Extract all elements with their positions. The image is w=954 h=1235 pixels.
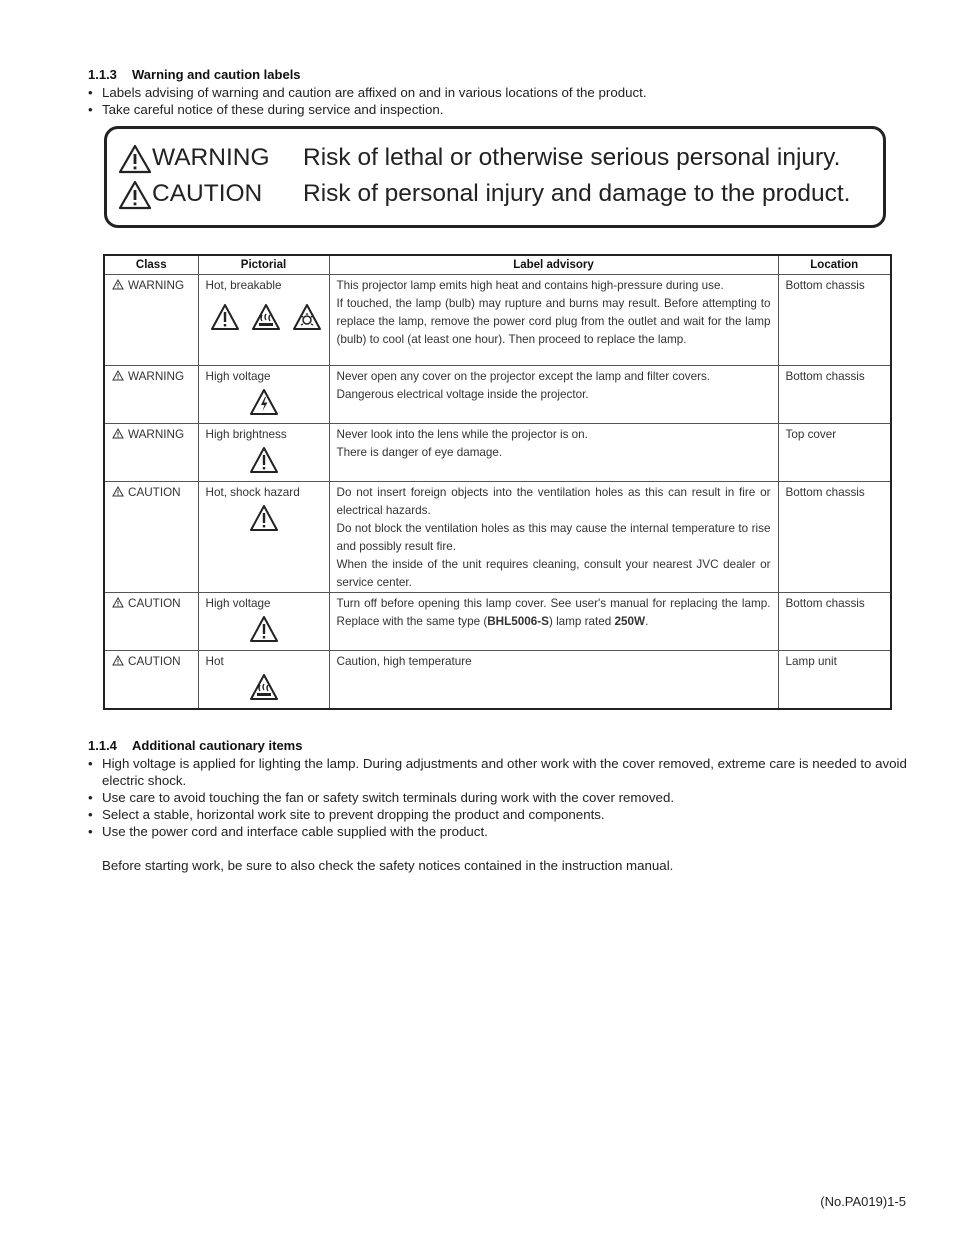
advisory-cell bbox=[329, 275, 778, 366]
class-cell bbox=[104, 651, 198, 709]
pictorial-label: Hot, shock hazard bbox=[205, 486, 300, 499]
pictorial-label: High brightness bbox=[205, 428, 287, 441]
pictorial-cell bbox=[198, 593, 329, 651]
advisory-text: Never look into the lens while the projector is on. bbox=[336, 428, 588, 441]
hot-surface-triangle-icon bbox=[249, 673, 279, 701]
warning-triangle-icon bbox=[118, 144, 152, 174]
pictogram-group bbox=[206, 673, 322, 707]
banner-warning-word: WARNING bbox=[152, 144, 270, 171]
pictorial-label: Hot bbox=[205, 655, 224, 668]
pictogram-group bbox=[206, 446, 322, 480]
table-row bbox=[104, 482, 891, 593]
table-row bbox=[104, 651, 891, 709]
exclamation-triangle-icon bbox=[210, 303, 240, 331]
advisory-text: When the inside of the unit requires cleaning, consult your nearest JVC dealer or service center. bbox=[336, 558, 771, 589]
class-label: WARNING bbox=[128, 370, 185, 383]
advisory-cell bbox=[329, 482, 778, 593]
table-row bbox=[104, 593, 891, 651]
section-heading-1-1-3 bbox=[88, 67, 301, 82]
banner-caution-description: Risk of personal injury and damage to the product. bbox=[303, 180, 851, 207]
table-row bbox=[104, 366, 891, 424]
hazard-legend-banner bbox=[104, 126, 886, 228]
class-label: WARNING bbox=[128, 428, 185, 441]
pictorial-cell bbox=[198, 275, 329, 366]
table-row bbox=[104, 424, 891, 482]
header-location: Location bbox=[778, 255, 891, 275]
list-item: • Labels advising of warning and caution are affixed on and in various locations of the product. bbox=[88, 84, 908, 101]
pictorial-cell bbox=[198, 651, 329, 709]
banner-warning-row bbox=[115, 141, 875, 177]
location-cell: Lamp unit bbox=[778, 651, 891, 709]
pictorial-label: High voltage bbox=[205, 370, 271, 383]
location-cell: Top cover bbox=[778, 424, 891, 482]
advisory-text: Never open any cover on the projector except the lamp and filter covers. bbox=[336, 370, 711, 383]
banner-caution-word: CAUTION bbox=[152, 180, 263, 207]
advisory-cell bbox=[329, 366, 778, 424]
advisory-text: Do not insert foreign objects into the ventilation holes as this can result in fire or electrical hazards. bbox=[336, 486, 771, 517]
advisory-text: This projector lamp emits high heat and contains high-pressure during use. bbox=[336, 279, 724, 292]
header-class: Class bbox=[104, 255, 198, 275]
location-cell: Bottom chassis bbox=[778, 482, 891, 593]
safety-note: Before starting work, be sure to also check the safety notices contained in the instruction manual. bbox=[102, 858, 674, 873]
advisory-text: If touched, the lamp (bulb) may rupture and burns may result. Before attempting to replace the lamp, remove the power cord plug from the outlet and wait for the lamp (bulb) to cool (at least one hour). Then proceed to replace the lamp. bbox=[336, 297, 771, 346]
lamp-type-code: BHL5006-S bbox=[487, 615, 549, 628]
section-number: 1.1.4 bbox=[88, 738, 117, 753]
exclamation-triangle-icon bbox=[249, 615, 279, 643]
pictogram-group bbox=[206, 388, 322, 422]
section-title: Additional cautionary items bbox=[132, 738, 303, 753]
bullet-list-1-1-3 bbox=[88, 84, 908, 118]
list-item: • Select a stable, horizontal work site to prevent dropping the product and components. bbox=[88, 806, 908, 823]
warning-triangle-icon bbox=[112, 486, 124, 497]
pictogram-group bbox=[206, 615, 322, 649]
pictogram-group bbox=[206, 504, 322, 538]
advisory-cell bbox=[329, 651, 778, 709]
banner-caution-row bbox=[115, 177, 875, 213]
list-item: • Take careful notice of these during service and inspection. bbox=[88, 101, 908, 118]
exclamation-triangle-icon bbox=[249, 504, 279, 532]
advisory-text: Dangerous electrical voltage inside the projector. bbox=[336, 388, 589, 401]
table-row bbox=[104, 275, 891, 366]
high-voltage-triangle-icon bbox=[249, 388, 279, 416]
lamp-wattage: 250W bbox=[614, 615, 646, 628]
pictorial-label: Hot, breakable bbox=[205, 279, 282, 292]
advisory-text: Caution, high temperature bbox=[336, 655, 472, 668]
warning-triangle-icon bbox=[112, 370, 124, 381]
section-title: Warning and caution labels bbox=[132, 67, 301, 82]
list-item: • Use the power cord and interface cable supplied with the product. bbox=[88, 823, 908, 840]
advisory-text: Turn off before opening this lamp cover. See user's manual for replacing the lamp. Replace with the same type (BHL5006-S) lamp rated 250W. bbox=[336, 597, 771, 628]
exclamation-triangle-icon bbox=[249, 446, 279, 474]
table-header-row bbox=[104, 255, 891, 275]
advisory-cell bbox=[329, 593, 778, 651]
class-cell bbox=[104, 593, 198, 651]
hot-surface-triangle-icon bbox=[251, 303, 281, 331]
advisory-cell bbox=[329, 424, 778, 482]
advisory-text: Do not block the ventilation holes as this may cause the internal temperature to rise and possibly result fire. bbox=[336, 522, 771, 553]
section-heading-1-1-4 bbox=[88, 738, 302, 753]
header-label-advisory: Label advisory bbox=[329, 255, 778, 275]
pictogram-group bbox=[206, 303, 322, 337]
class-label: CAUTION bbox=[128, 655, 181, 668]
location-cell: Bottom chassis bbox=[778, 593, 891, 651]
warning-triangle-icon bbox=[118, 180, 152, 210]
class-label: WARNING bbox=[128, 279, 185, 292]
section-number: 1.1.3 bbox=[88, 67, 117, 82]
pictorial-cell bbox=[198, 424, 329, 482]
breakage-triangle-icon bbox=[292, 303, 322, 331]
advisory-text: There is danger of eye damage. bbox=[336, 446, 503, 459]
class-cell bbox=[104, 366, 198, 424]
warning-triangle-icon bbox=[112, 597, 124, 608]
location-cell: Bottom chassis bbox=[778, 275, 891, 366]
class-label: CAUTION bbox=[128, 486, 181, 499]
banner-warning-description: Risk of lethal or otherwise serious personal injury. bbox=[303, 144, 841, 171]
pictorial-cell bbox=[198, 482, 329, 593]
page-footer: (No.PA019)1-5 bbox=[820, 1194, 906, 1209]
list-item: • Use care to avoid touching the fan or safety switch terminals during work with the cover removed. bbox=[88, 789, 908, 806]
warning-triangle-icon bbox=[112, 279, 124, 290]
class-label: CAUTION bbox=[128, 597, 181, 610]
class-cell bbox=[104, 424, 198, 482]
pictorial-cell bbox=[198, 366, 329, 424]
location-cell: Bottom chassis bbox=[778, 366, 891, 424]
warning-triangle-icon bbox=[112, 655, 124, 666]
warning-triangle-icon bbox=[112, 428, 124, 439]
bullet-list-1-1-4 bbox=[88, 755, 908, 840]
class-cell bbox=[104, 275, 198, 366]
warning-labels-table bbox=[103, 254, 892, 710]
class-cell bbox=[104, 482, 198, 593]
list-item: • High voltage is applied for lighting the lamp. During adjustments and other work with the cover removed, extreme care is needed to avoid electric shock. bbox=[88, 755, 908, 789]
header-pictorial: Pictorial bbox=[198, 255, 329, 275]
pictorial-label: High voltage bbox=[205, 597, 271, 610]
